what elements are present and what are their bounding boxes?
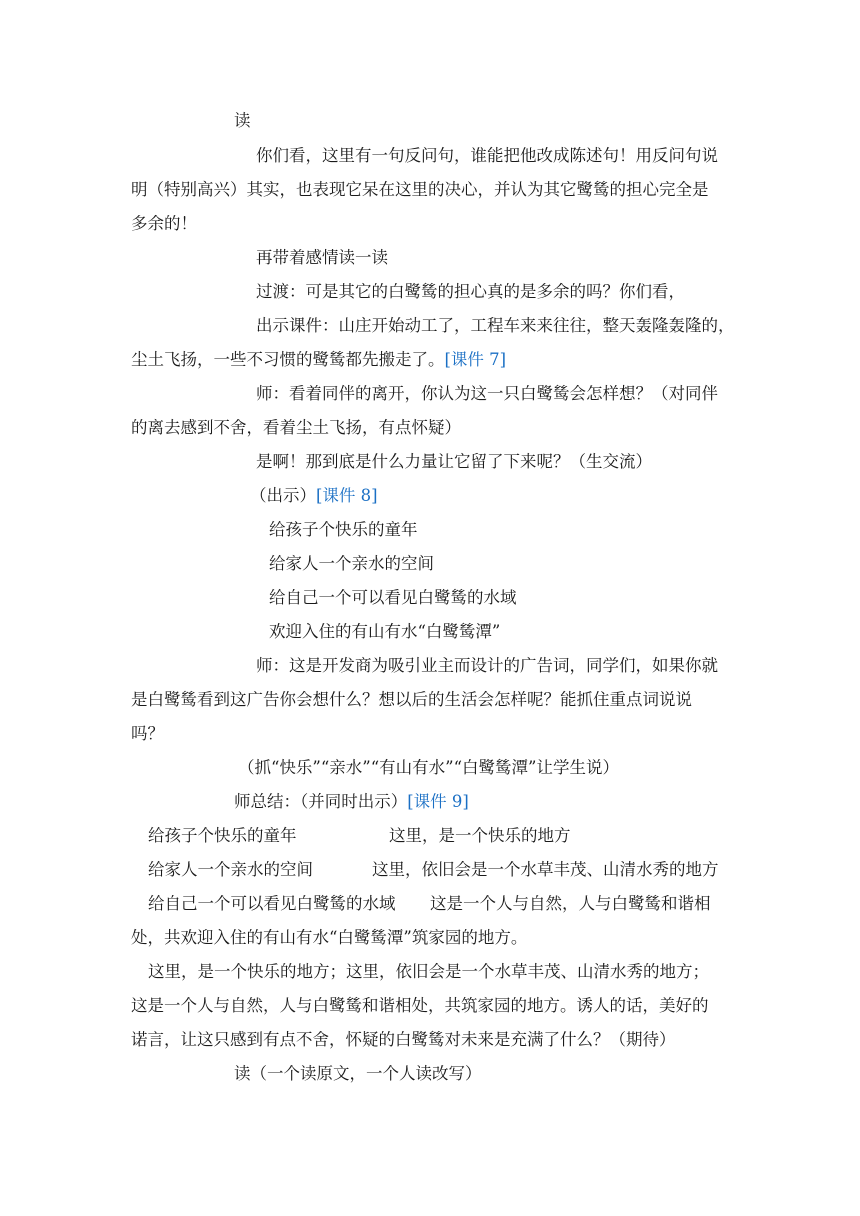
paragraph-line	[250, 485, 378, 507]
paragraph-line: 这里，是一个快乐的地方；这里，依旧会是一个水草丰茂、山清水秀的地方；	[148, 962, 709, 981]
paragraph-text: 师总结：（并同时出示）	[234, 792, 408, 811]
paragraph-line: 出示课件：山庄开始动工了，工程车来来往往，整天轰隆轰隆的，	[256, 316, 735, 335]
paragraph-line: 的离去感到不舍，看着尘土飞扬，有点怀疑）	[131, 418, 461, 437]
pair-right: 这里，依旧会是一个水草丰茂、山清水秀的地方	[372, 860, 719, 879]
pair-right: 这是一个人与自然，人与白鹭鸶和谐相	[430, 894, 711, 913]
paragraph-line: （抓“快乐”“亲水”“有山有水”“白鹭鸶潭”让学生说）	[238, 758, 619, 777]
courseware-link[interactable]: [课件 7]	[444, 350, 507, 369]
paragraph-line: 是啊！那到底是什么力量让它留了下来呢？（生交流）	[256, 452, 652, 471]
ad-line: 给自己一个可以看见白鹭鸶的水域	[269, 588, 517, 607]
paragraph-line: 诺言，让这只感到有点不舍，怀疑的白鹭鸶对未来是充满了什么？（期待）	[131, 1030, 676, 1049]
read-line: 读	[234, 111, 251, 130]
ad-line: 给家人一个亲水的空间	[269, 554, 434, 573]
paragraph-line	[131, 349, 506, 371]
paragraph-line: 你们看，这里有一句反问句，谁能把他改成陈述句！用反问句说	[256, 146, 718, 165]
paragraph-line: 处，共欢迎入住的有山有水“白鹭鸶潭”筑家园的地方。	[131, 928, 528, 947]
pair-left: 给孩子个快乐的童年	[148, 826, 297, 845]
pair-left: 给家人一个亲水的空间	[148, 860, 313, 879]
paragraph-line: 读（一个读原文，一个人读改写）	[234, 1064, 482, 1083]
paragraph-line: 师：看着同伴的离开，你认为这一只白鹭鸶会怎样想？（对同伴	[256, 384, 718, 403]
paragraph-line: 师：这是开发商为吸引业主而设计的广告词，同学们，如果你就	[256, 656, 718, 675]
paragraph-line	[234, 791, 469, 813]
paragraph-line: 这是一个人与自然，人与白鹭鸶和谐相处，共筑家园的地方。诱人的话，美好的	[131, 996, 709, 1015]
ad-line: 欢迎入住的有山有水“白鹭鸶潭”	[269, 622, 501, 641]
paragraph-line: 多余的！	[131, 214, 197, 233]
ad-line: 给孩子个快乐的童年	[269, 520, 418, 539]
pair-left: 给自己一个可以看见白鹭鸶的水域	[148, 894, 396, 913]
paragraph-line: 再带着感情读一读	[256, 248, 388, 267]
courseware-link[interactable]: [课件 8]	[316, 486, 378, 505]
paragraph-line: 过渡：可是其它的白鹭鸶的担心真的是多余的吗？你们看，	[256, 282, 685, 301]
paragraph-line: 吗？	[131, 724, 164, 743]
pair-right: 这里，是一个快乐的地方	[389, 826, 571, 845]
paragraph-line: 是白鹭鸶看到这广告你会想什么？想以后的生活会怎样呢？能抓住重点词说说	[131, 690, 692, 709]
paragraph-text: （出示）	[250, 486, 316, 505]
paragraph-line: 明（特别高兴）其实，也表现它呆在这里的决心，并认为其它鹭鸶的担心完全是	[131, 180, 709, 199]
courseware-link[interactable]: [课件 9]	[407, 792, 469, 811]
paragraph-text: 尘土飞扬，一些不习惯的鹭鸶都先搬走了。	[131, 350, 445, 369]
